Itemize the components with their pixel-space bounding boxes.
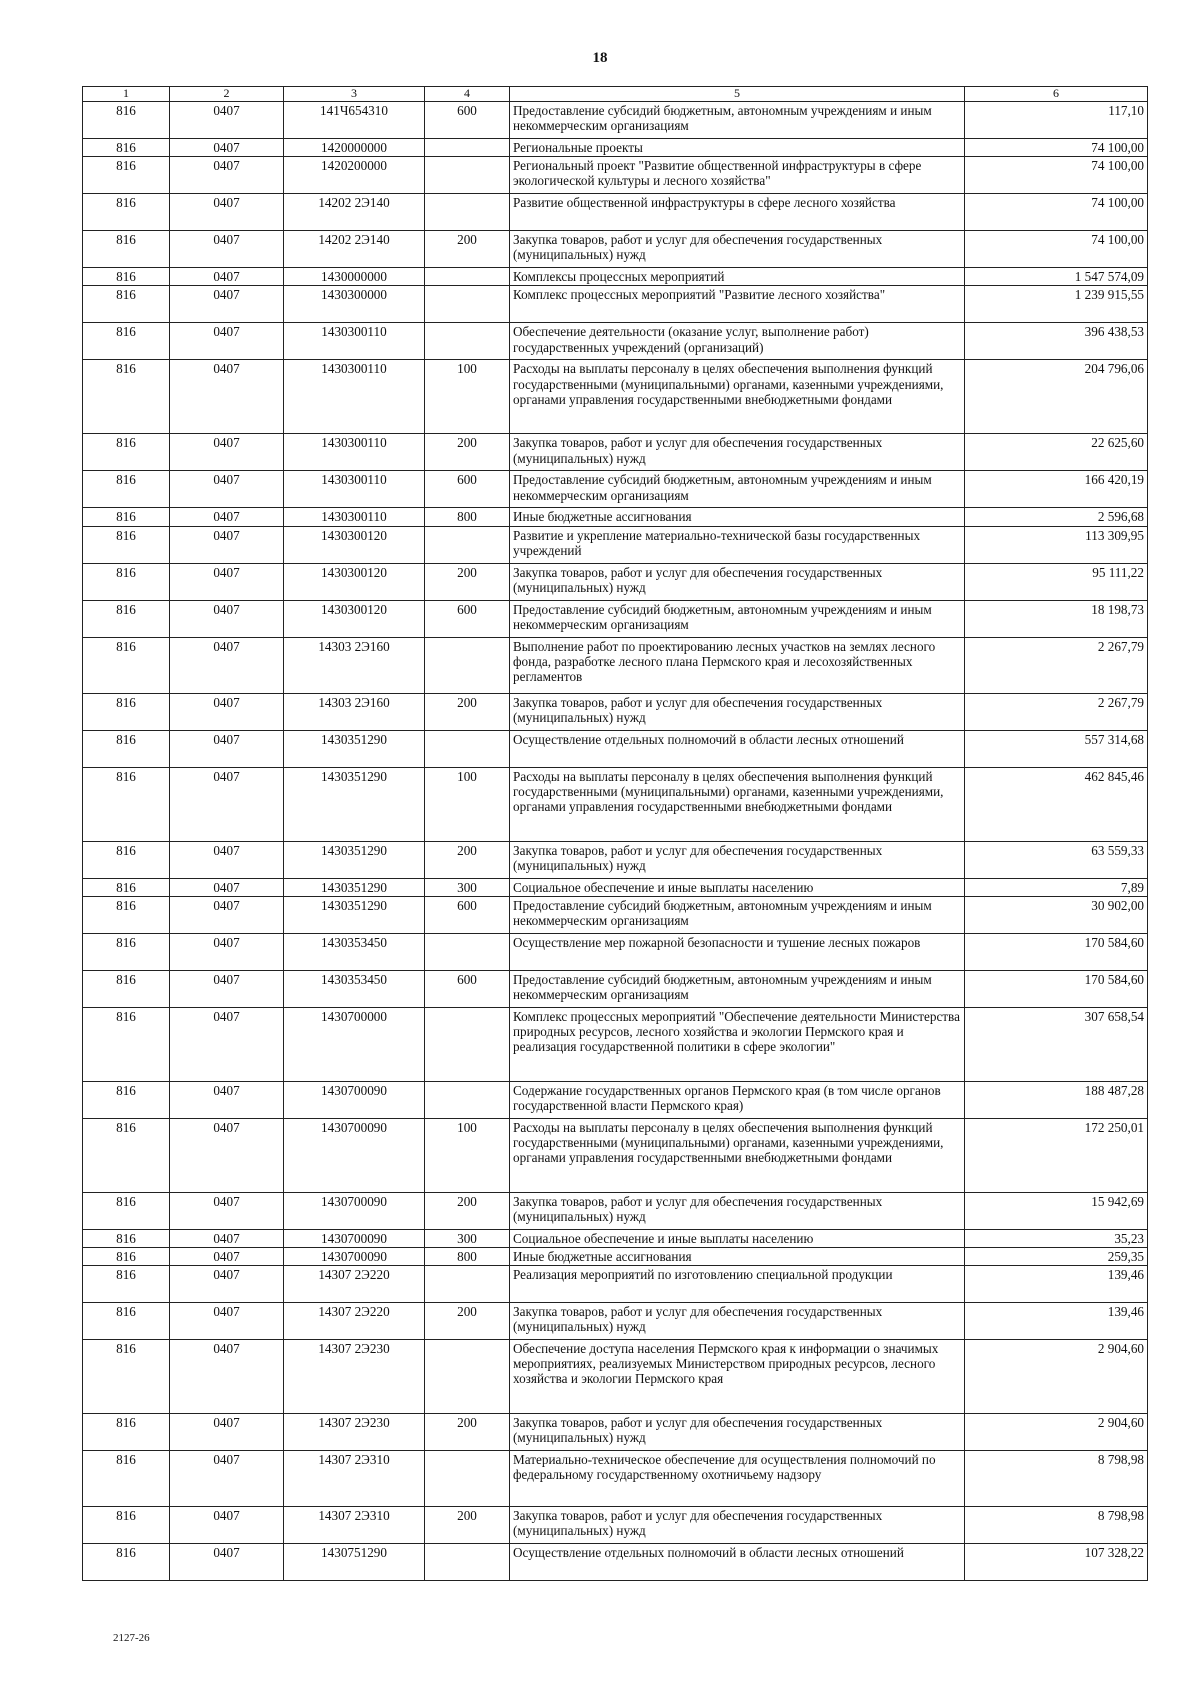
admin-code-cell: 816 <box>83 1451 170 1507</box>
target-article-cell: 1430700000 <box>284 1007 425 1081</box>
admin-code-cell: 816 <box>83 1007 170 1081</box>
description-cell: Закупка товаров, работ и услуг для обеспечения государственных (муниципальных) нужд <box>510 434 965 471</box>
admin-code-cell: 816 <box>83 102 170 139</box>
table-row <box>83 231 1148 268</box>
expense-type-cell <box>425 1451 510 1507</box>
target-article-cell: 1430351290 <box>284 730 425 767</box>
description-cell: Закупка товаров, работ и услуг для обеспечения государственных (муниципальных) нужд <box>510 1414 965 1451</box>
section-code-cell: 0407 <box>170 1303 284 1340</box>
description-cell: Обеспечение деятельности (оказание услуг, выполнение работ) государственных учреждений (организаций) <box>510 323 965 360</box>
description-cell: Закупка товаров, работ и услуг для обеспечения государственных (муниципальных) нужд <box>510 693 965 730</box>
expense-type-cell: 600 <box>425 896 510 933</box>
table-row <box>83 526 1148 563</box>
admin-code-cell: 816 <box>83 1303 170 1340</box>
table-row <box>83 268 1148 286</box>
table-row <box>83 286 1148 323</box>
target-article-cell: 1430300000 <box>284 286 425 323</box>
admin-code-cell: 816 <box>83 1118 170 1192</box>
amount-cell: 1 239 915,55 <box>965 286 1148 323</box>
target-article-cell: 1430351290 <box>284 841 425 878</box>
description-cell: Закупка товаров, работ и услуг для обеспечения государственных (муниципальных) нужд <box>510 1507 965 1544</box>
section-code-cell: 0407 <box>170 1544 284 1581</box>
admin-code-cell: 816 <box>83 194 170 231</box>
section-code-cell: 0407 <box>170 1266 284 1303</box>
section-code-cell: 0407 <box>170 730 284 767</box>
section-code-cell: 0407 <box>170 471 284 508</box>
table-row <box>83 1303 1148 1340</box>
description-cell: Развитие общественной инфраструктуры в сфере лесного хозяйства <box>510 194 965 231</box>
table-row <box>83 933 1148 970</box>
admin-code-cell: 816 <box>83 1544 170 1581</box>
table-row <box>83 1118 1148 1192</box>
table-row <box>83 139 1148 157</box>
section-code-cell: 0407 <box>170 1081 284 1118</box>
description-cell: Предоставление субсидий бюджетным, автономным учреждениям и иным некоммерческим организациям <box>510 970 965 1007</box>
section-code-cell: 0407 <box>170 102 284 139</box>
target-article-cell: 1430351290 <box>284 767 425 841</box>
amount-cell: 74 100,00 <box>965 139 1148 157</box>
table-row <box>83 471 1148 508</box>
admin-code-cell: 816 <box>83 360 170 434</box>
description-cell: Обеспечение доступа населения Пермского края к информации о значимых мероприятиях, реализуемых Министерством природных ресурсов, лесного хозяйства и экологии Пермского края <box>510 1340 965 1414</box>
amount-cell: 74 100,00 <box>965 194 1148 231</box>
admin-code-cell: 816 <box>83 563 170 600</box>
target-article-cell: 14303 2Э160 <box>284 637 425 693</box>
section-code-cell: 0407 <box>170 1414 284 1451</box>
section-code-cell: 0407 <box>170 360 284 434</box>
admin-code-cell: 816 <box>83 1266 170 1303</box>
expense-type-cell: 200 <box>425 841 510 878</box>
amount-cell: 74 100,00 <box>965 157 1148 194</box>
expense-type-cell <box>425 139 510 157</box>
budget-table <box>82 86 1148 1581</box>
amount-cell: 117,10 <box>965 102 1148 139</box>
target-article-cell: 1430300110 <box>284 434 425 471</box>
admin-code-cell: 816 <box>83 600 170 637</box>
target-article-cell: 1430300110 <box>284 508 425 526</box>
table-row <box>83 323 1148 360</box>
target-article-cell: 1430751290 <box>284 1544 425 1581</box>
admin-code-cell: 816 <box>83 323 170 360</box>
expense-type-cell: 300 <box>425 1229 510 1247</box>
table-row <box>83 600 1148 637</box>
table-row <box>83 1507 1148 1544</box>
expense-type-cell: 200 <box>425 693 510 730</box>
amount-cell: 2 267,79 <box>965 637 1148 693</box>
expense-type-cell <box>425 157 510 194</box>
target-article-cell: 14202 2Э140 <box>284 194 425 231</box>
table-row <box>83 1007 1148 1081</box>
admin-code-cell: 816 <box>83 286 170 323</box>
amount-cell: 7,89 <box>965 878 1148 896</box>
description-cell: Предоставление субсидий бюджетным, автономным учреждениям и иным некоммерческим организациям <box>510 471 965 508</box>
expense-type-cell <box>425 637 510 693</box>
expense-type-cell: 200 <box>425 1303 510 1340</box>
table-row <box>83 1247 1148 1265</box>
admin-code-cell: 816 <box>83 231 170 268</box>
expense-type-cell: 600 <box>425 102 510 139</box>
target-article-cell: 14303 2Э160 <box>284 693 425 730</box>
section-code-cell: 0407 <box>170 1247 284 1265</box>
admin-code-cell: 816 <box>83 471 170 508</box>
description-cell: Осуществление отдельных полномочий в области лесных отношений <box>510 730 965 767</box>
target-article-cell: 1430700090 <box>284 1081 425 1118</box>
admin-code-cell: 816 <box>83 970 170 1007</box>
amount-cell: 95 111,22 <box>965 563 1148 600</box>
description-cell: Региональные проекты <box>510 139 965 157</box>
table-row <box>83 102 1148 139</box>
expense-type-cell <box>425 1340 510 1414</box>
section-code-cell: 0407 <box>170 896 284 933</box>
description-cell: Осуществление мер пожарной безопасности и тушение лесных пожаров <box>510 933 965 970</box>
target-article-cell: 1420200000 <box>284 157 425 194</box>
expense-type-cell: 200 <box>425 1192 510 1229</box>
section-code-cell: 0407 <box>170 1507 284 1544</box>
amount-cell: 139,46 <box>965 1303 1148 1340</box>
expense-type-cell <box>425 323 510 360</box>
description-cell: Расходы на выплаты персоналу в целях обеспечения выполнения функций государственными (муниципальными) органами, казенными учреждениями, органами управления государственными внебюджетными фондами <box>510 360 965 434</box>
amount-cell: 107 328,22 <box>965 1544 1148 1581</box>
description-cell: Расходы на выплаты персоналу в целях обеспечения выполнения функций государственными (муниципальными) органами, казенными учреждениями, органами управления государственными внебюджетными фондами <box>510 1118 965 1192</box>
amount-cell: 396 438,53 <box>965 323 1148 360</box>
table-row <box>83 841 1148 878</box>
target-article-cell: 1430353450 <box>284 933 425 970</box>
section-code-cell: 0407 <box>170 693 284 730</box>
table-row <box>83 194 1148 231</box>
admin-code-cell: 816 <box>83 1081 170 1118</box>
target-article-cell: 1430700090 <box>284 1229 425 1247</box>
admin-code-cell: 816 <box>83 508 170 526</box>
amount-cell: 557 314,68 <box>965 730 1148 767</box>
section-code-cell: 0407 <box>170 1007 284 1081</box>
table-row <box>83 1451 1148 1507</box>
description-cell: Реализация мероприятий по изготовлению специальной продукции <box>510 1266 965 1303</box>
target-article-cell: 1430351290 <box>284 896 425 933</box>
description-cell: Предоставление субсидий бюджетным, автономным учреждениям и иным некоммерческим организациям <box>510 896 965 933</box>
description-cell: Закупка товаров, работ и услуг для обеспечения государственных (муниципальных) нужд <box>510 1192 965 1229</box>
admin-code-cell: 816 <box>83 878 170 896</box>
admin-code-cell: 816 <box>83 730 170 767</box>
section-code-cell: 0407 <box>170 563 284 600</box>
amount-cell: 2 904,60 <box>965 1340 1148 1414</box>
description-cell: Осуществление отдельных полномочий в области лесных отношений <box>510 1544 965 1581</box>
section-code-cell: 0407 <box>170 1192 284 1229</box>
amount-cell: 2 267,79 <box>965 693 1148 730</box>
table-row <box>83 878 1148 896</box>
target-article-cell: 1430300120 <box>284 526 425 563</box>
table-body <box>83 102 1148 1581</box>
expense-type-cell: 300 <box>425 878 510 896</box>
expense-type-cell <box>425 268 510 286</box>
description-cell: Закупка товаров, работ и услуг для обеспечения государственных (муниципальных) нужд <box>510 563 965 600</box>
section-code-cell: 0407 <box>170 970 284 1007</box>
admin-code-cell: 816 <box>83 1340 170 1414</box>
footer-code: 2127-26 <box>113 1632 150 1644</box>
amount-cell: 74 100,00 <box>965 231 1148 268</box>
amount-cell: 259,35 <box>965 1247 1148 1265</box>
target-article-cell: 1420000000 <box>284 139 425 157</box>
expense-type-cell: 600 <box>425 471 510 508</box>
target-article-cell: 1430353450 <box>284 970 425 1007</box>
target-article-cell: 1430300120 <box>284 563 425 600</box>
expense-type-cell: 100 <box>425 1118 510 1192</box>
expense-type-cell: 100 <box>425 360 510 434</box>
section-code-cell: 0407 <box>170 526 284 563</box>
admin-code-cell: 816 <box>83 1192 170 1229</box>
expense-type-cell <box>425 730 510 767</box>
target-article-cell: 1430300110 <box>284 471 425 508</box>
table-row <box>83 1229 1148 1247</box>
description-cell: Региональный проект "Развитие общественной инфраструктуры в сфере экологической культуры и лесного хозяйства" <box>510 157 965 194</box>
expense-type-cell <box>425 286 510 323</box>
section-code-cell: 0407 <box>170 841 284 878</box>
target-article-cell: 14202 2Э140 <box>284 231 425 268</box>
section-code-cell: 0407 <box>170 157 284 194</box>
admin-code-cell: 816 <box>83 1247 170 1265</box>
table-row <box>83 1081 1148 1118</box>
admin-code-cell: 816 <box>83 526 170 563</box>
description-cell: Предоставление субсидий бюджетным, автономным учреждениям и иным некоммерческим организациям <box>510 102 965 139</box>
admin-code-cell: 816 <box>83 637 170 693</box>
section-code-cell: 0407 <box>170 434 284 471</box>
table-row <box>83 1192 1148 1229</box>
description-cell: Социальное обеспечение и иные выплаты населению <box>510 878 965 896</box>
column-header-1: 1 <box>83 87 170 102</box>
target-article-cell: 1430300110 <box>284 360 425 434</box>
expense-type-cell <box>425 1544 510 1581</box>
table-row <box>83 693 1148 730</box>
column-header-3: 3 <box>284 87 425 102</box>
admin-code-cell: 816 <box>83 1229 170 1247</box>
table-row <box>83 434 1148 471</box>
target-article-cell: 14307 2Э310 <box>284 1507 425 1544</box>
description-cell: Расходы на выплаты персоналу в целях обеспечения выполнения функций государственными (муниципальными) органами, казенными учреждениями, органами управления государственными внебюджетными фондами <box>510 767 965 841</box>
amount-cell: 8 798,98 <box>965 1451 1148 1507</box>
amount-cell: 15 942,69 <box>965 1192 1148 1229</box>
amount-cell: 172 250,01 <box>965 1118 1148 1192</box>
section-code-cell: 0407 <box>170 286 284 323</box>
expense-type-cell: 800 <box>425 1247 510 1265</box>
expense-type-cell: 600 <box>425 600 510 637</box>
expense-type-cell: 600 <box>425 970 510 1007</box>
admin-code-cell: 816 <box>83 896 170 933</box>
section-code-cell: 0407 <box>170 600 284 637</box>
target-article-cell: 1430000000 <box>284 268 425 286</box>
amount-cell: 462 845,46 <box>965 767 1148 841</box>
description-cell: Комплексы процессных мероприятий <box>510 268 965 286</box>
table-row <box>83 730 1148 767</box>
amount-cell: 2 904,60 <box>965 1414 1148 1451</box>
expense-type-cell: 200 <box>425 1414 510 1451</box>
table-row <box>83 1414 1148 1451</box>
expense-type-cell <box>425 1266 510 1303</box>
amount-cell: 22 625,60 <box>965 434 1148 471</box>
target-article-cell: 1430351290 <box>284 878 425 896</box>
table-row <box>83 563 1148 600</box>
admin-code-cell: 816 <box>83 434 170 471</box>
admin-code-cell: 816 <box>83 767 170 841</box>
table-row <box>83 360 1148 434</box>
description-cell: Закупка товаров, работ и услуг для обеспечения государственных (муниципальных) нужд <box>510 231 965 268</box>
amount-cell: 139,46 <box>965 1266 1148 1303</box>
section-code-cell: 0407 <box>170 139 284 157</box>
expense-type-cell: 100 <box>425 767 510 841</box>
section-code-cell: 0407 <box>170 637 284 693</box>
table-row <box>83 1340 1148 1414</box>
section-code-cell: 0407 <box>170 878 284 896</box>
description-cell: Развитие и укрепление материально-технической базы государственных учреждений <box>510 526 965 563</box>
page-number: 18 <box>592 50 608 66</box>
target-article-cell: 1430300110 <box>284 323 425 360</box>
table-row <box>83 1544 1148 1581</box>
table-row <box>83 896 1148 933</box>
expense-type-cell: 800 <box>425 508 510 526</box>
description-cell: Закупка товаров, работ и услуг для обеспечения государственных (муниципальных) нужд <box>510 1303 965 1340</box>
target-article-cell: 1430700090 <box>284 1192 425 1229</box>
admin-code-cell: 816 <box>83 1507 170 1544</box>
admin-code-cell: 816 <box>83 693 170 730</box>
target-article-cell: 14307 2Э220 <box>284 1266 425 1303</box>
column-header-6: 6 <box>965 87 1148 102</box>
section-code-cell: 0407 <box>170 323 284 360</box>
description-cell: Иные бюджетные ассигнования <box>510 1247 965 1265</box>
target-article-cell: 14307 2Э230 <box>284 1414 425 1451</box>
admin-code-cell: 816 <box>83 841 170 878</box>
amount-cell: 1 547 574,09 <box>965 268 1148 286</box>
amount-cell: 188 487,28 <box>965 1081 1148 1118</box>
section-code-cell: 0407 <box>170 231 284 268</box>
amount-cell: 166 420,19 <box>965 471 1148 508</box>
table-row <box>83 970 1148 1007</box>
amount-cell: 307 658,54 <box>965 1007 1148 1081</box>
target-article-cell: 14307 2Э220 <box>284 1303 425 1340</box>
column-header-2: 2 <box>170 87 284 102</box>
admin-code-cell: 816 <box>83 933 170 970</box>
column-number-row <box>83 87 1148 102</box>
amount-cell: 8 798,98 <box>965 1507 1148 1544</box>
amount-cell: 30 902,00 <box>965 896 1148 933</box>
expense-type-cell: 200 <box>425 1507 510 1544</box>
description-cell: Выполнение работ по проектированию лесных участков на землях лесного фонда, разработке лесного плана Пермского края и лесохозяйственных регламентов <box>510 637 965 693</box>
expense-type-cell <box>425 1081 510 1118</box>
section-code-cell: 0407 <box>170 767 284 841</box>
amount-cell: 18 198,73 <box>965 600 1148 637</box>
description-cell: Иные бюджетные ассигнования <box>510 508 965 526</box>
admin-code-cell: 816 <box>83 1414 170 1451</box>
column-header-5: 5 <box>510 87 965 102</box>
expense-type-cell: 200 <box>425 563 510 600</box>
section-code-cell: 0407 <box>170 1229 284 1247</box>
expense-type-cell: 200 <box>425 434 510 471</box>
description-cell: Комплекс процессных мероприятий "Развитие лесного хозяйства" <box>510 286 965 323</box>
expense-type-cell <box>425 933 510 970</box>
target-article-cell: 1430700090 <box>284 1247 425 1265</box>
expense-type-cell <box>425 194 510 231</box>
table-row <box>83 508 1148 526</box>
amount-cell: 170 584,60 <box>965 933 1148 970</box>
section-code-cell: 0407 <box>170 1340 284 1414</box>
amount-cell: 63 559,33 <box>965 841 1148 878</box>
admin-code-cell: 816 <box>83 139 170 157</box>
table-row <box>83 157 1148 194</box>
amount-cell: 35,23 <box>965 1229 1148 1247</box>
section-code-cell: 0407 <box>170 268 284 286</box>
amount-cell: 204 796,06 <box>965 360 1148 434</box>
description-cell: Материально-техническое обеспечение для осуществления полномочий по федеральному государственному охотничьему надзору <box>510 1451 965 1507</box>
amount-cell: 113 309,95 <box>965 526 1148 563</box>
section-code-cell: 0407 <box>170 1451 284 1507</box>
admin-code-cell: 816 <box>83 268 170 286</box>
admin-code-cell: 816 <box>83 157 170 194</box>
column-header-4: 4 <box>425 87 510 102</box>
table-row <box>83 637 1148 693</box>
expense-type-cell <box>425 526 510 563</box>
expense-type-cell <box>425 1007 510 1081</box>
description-cell: Закупка товаров, работ и услуг для обеспечения государственных (муниципальных) нужд <box>510 841 965 878</box>
table-row <box>83 767 1148 841</box>
target-article-cell: 14307 2Э310 <box>284 1451 425 1507</box>
section-code-cell: 0407 <box>170 508 284 526</box>
description-cell: Предоставление субсидий бюджетным, автономным учреждениям и иным некоммерческим организациям <box>510 600 965 637</box>
description-cell: Комплекс процессных мероприятий "Обеспечение деятельности Министерства природных ресурсов, лесного хозяйства и экологии Пермского края и реализация государственной политики в сфере экологии" <box>510 1007 965 1081</box>
expense-type-cell: 200 <box>425 231 510 268</box>
target-article-cell: 1430700090 <box>284 1118 425 1192</box>
amount-cell: 170 584,60 <box>965 970 1148 1007</box>
description-cell: Содержание государственных органов Пермского края (в том числе органов государственной власти Пермского края) <box>510 1081 965 1118</box>
target-article-cell: 1430300120 <box>284 600 425 637</box>
target-article-cell: 14307 2Э230 <box>284 1340 425 1414</box>
target-article-cell: 141Ч654310 <box>284 102 425 139</box>
table-row <box>83 1266 1148 1303</box>
description-cell: Социальное обеспечение и иные выплаты населению <box>510 1229 965 1247</box>
section-code-cell: 0407 <box>170 194 284 231</box>
amount-cell: 2 596,68 <box>965 508 1148 526</box>
section-code-cell: 0407 <box>170 933 284 970</box>
section-code-cell: 0407 <box>170 1118 284 1192</box>
